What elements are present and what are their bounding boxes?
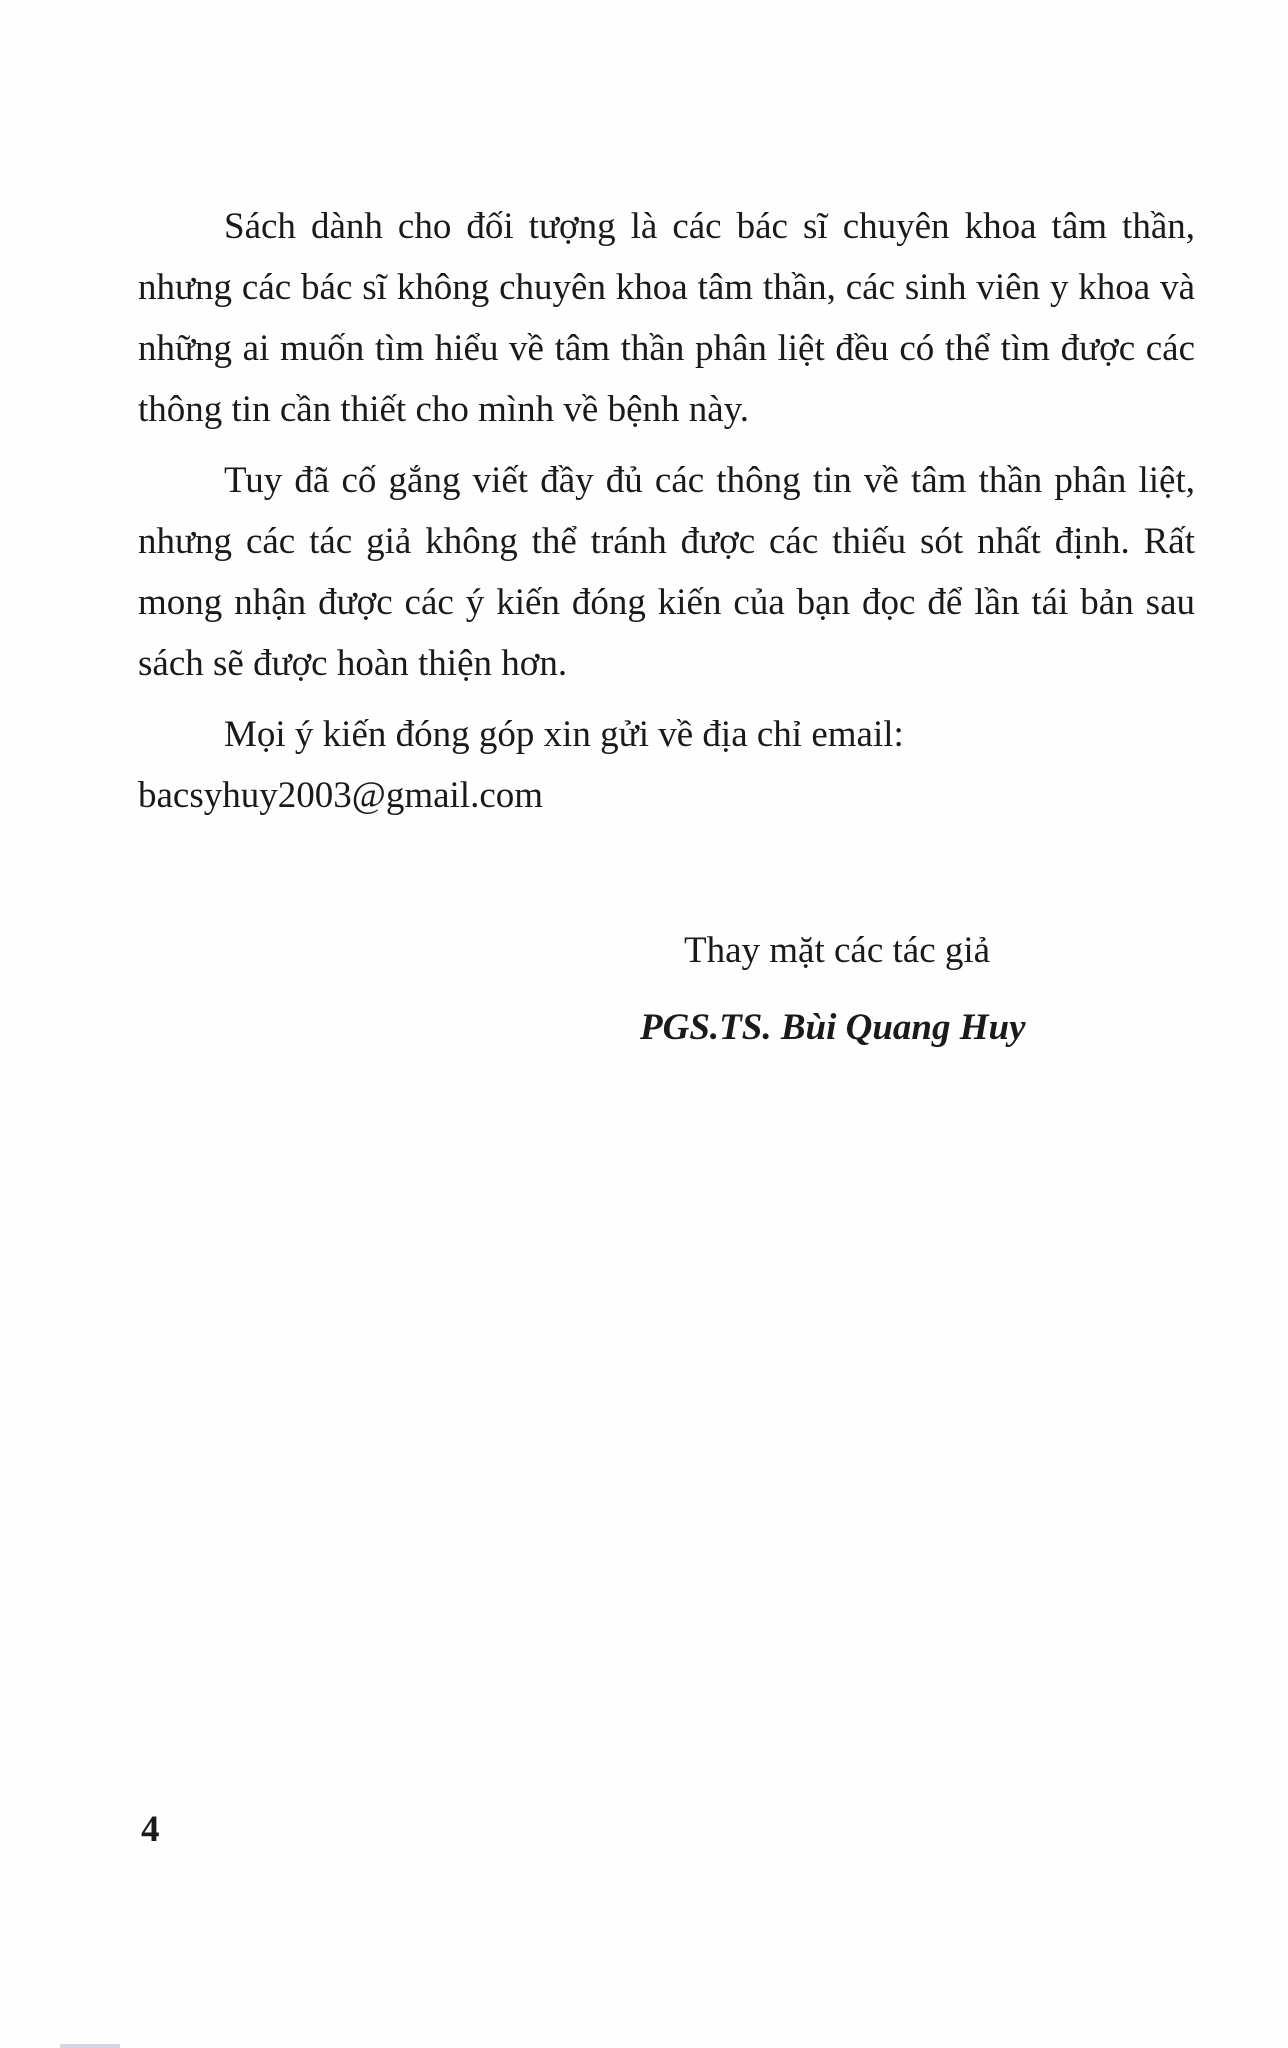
scan-edge-mark	[60, 2044, 120, 2048]
author-name: PGS.TS. Bùi Quang Huy	[640, 1007, 1026, 1048]
signature-line: Thay mặt các tác giả	[684, 930, 991, 971]
signature-block	[640, 920, 1184, 1058]
page-number: 4	[141, 1809, 160, 1850]
paragraph-feedback-request: Tuy đã cố gắng viết đầy đủ các thông tin về tâm thần phân liệt, nhưng các tác giả không thể tránh được các thiếu sót nhất định. Rất mong nhận được các ý kiến đóng kiến của bạn đọc để lần tái bản sau sách sẽ được hoàn thiện hơn.	[138, 460, 1195, 684]
body-text	[138, 196, 1195, 826]
paragraph-audience: Sách dành cho đối tượng là các bác sĩ chuyên khoa tâm thần, nhưng các bác sĩ không chuyên khoa tâm thần, các sinh viên y khoa và những ai muốn tìm hiểu về tâm thần phân liệt đều có thể tìm được các thông tin cần thiết cho mình về bệnh này.	[138, 206, 1195, 430]
paragraph-contact-email: Mọi ý kiến đóng góp xin gửi về địa chỉ email: bacsyhuy2003@gmail.com	[138, 714, 904, 816]
